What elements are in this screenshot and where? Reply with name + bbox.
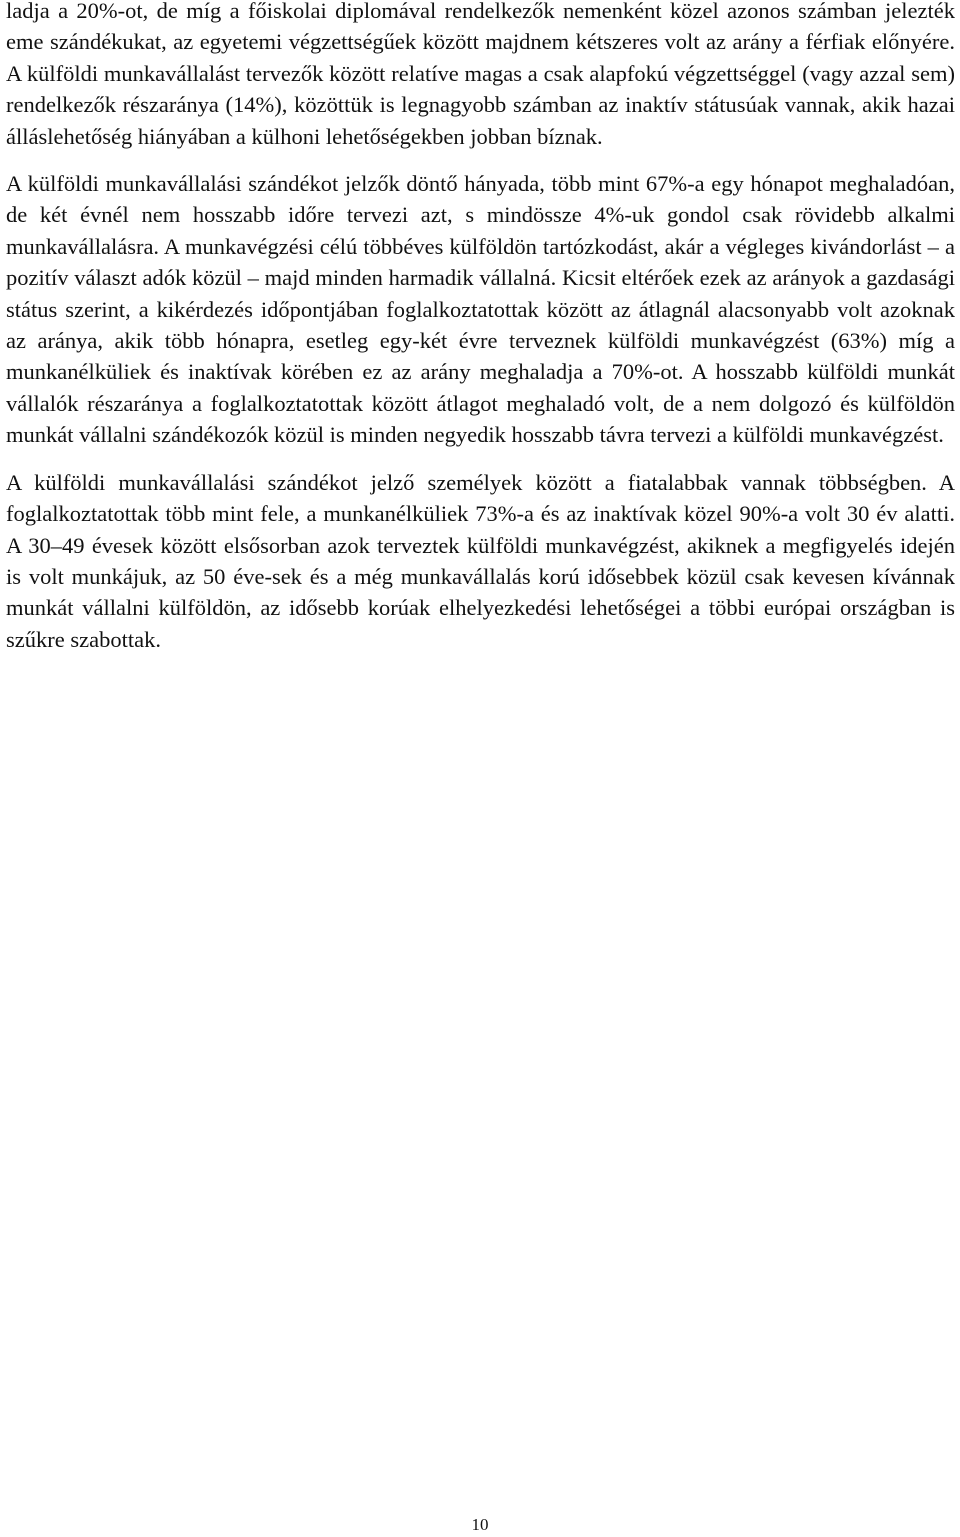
document-page	[6, 0, 955, 655]
page-number: 10	[471, 1515, 489, 1534]
paragraph-1: ladja a 20%-ot, de míg a főiskolai diplomával rendelkezők nemenként közel azonos számban jelezték eme szándékukat, az egyetemi végzettségűek között majdnem kétszeres volt az arány a férfiak előnyére. A külföldi munkavállalást tervezők között relatíve magas a csak alapfokú végzettséggel (vagy azzal sem) rendelkezők részaránya (14%), közöttük is legnagyobb számban az inaktív státusúak vannak, akik hazai álláslehetőség hiányában a külhoni lehetőségekben jobban bíznak.	[6, 0, 955, 149]
paragraph-3: A külföldi munkavállalási szándékot jelző személyek között a fiatalabbak vannak többségben. A foglalkoztatottak több mint fele, a munkanélküliek 73%-a és az inaktívak közel 90%-a volt 30 év alatti. A 30–49 évesek között elsősorban azok terveztek külföldi munkavégzést, akiknek a megfigyelés idején is volt munkájuk, az 50 éve-sek és a még munkavállalás korú idősebbek közül csak kevesen kívánnak munkát vállalni külföldön, az idősebb korúak elhelyezkedési lehetőségei a többi európai országban is szűkre szabottak.	[6, 469, 955, 652]
paragraph-2: A külföldi munkavállalási szándékot jelzők döntő hányada, több mint 67%-a egy hónapot meghaladóan, de két évnél nem hosszabb időre tervezi azt, s mindössze 4%-uk gondol csak rövidebb alkalmi munkavállalásra. A munkavégzési célú többéves külföldön tartózkodást, akár a végleges kivándorlást – a pozitív választ adók közül – majd minden harmadik vállalná. Kicsit eltérőek ezek az arányok a gazdasági státus szerint, a kikérdezés időpontjában foglalkoztatottak között az átlagnál alacsonyabb volt azoknak az aránya, akik több hónapra, esetleg egy-két évre terveznek külföldi munkavégzést (63%) míg a munkanélküliek és inaktívak körében ez az arány meghaladja a 70%-ot. A hosszabb külföldi munkát vállalók részaránya a foglalkoztatottak között átlagot meghaladó volt, de a nem dolgozó és külföldön munkát vállalni szándékozók közül is minden negyedik hosszabb távra tervezi a külföldi munkavégzést.	[6, 171, 955, 448]
